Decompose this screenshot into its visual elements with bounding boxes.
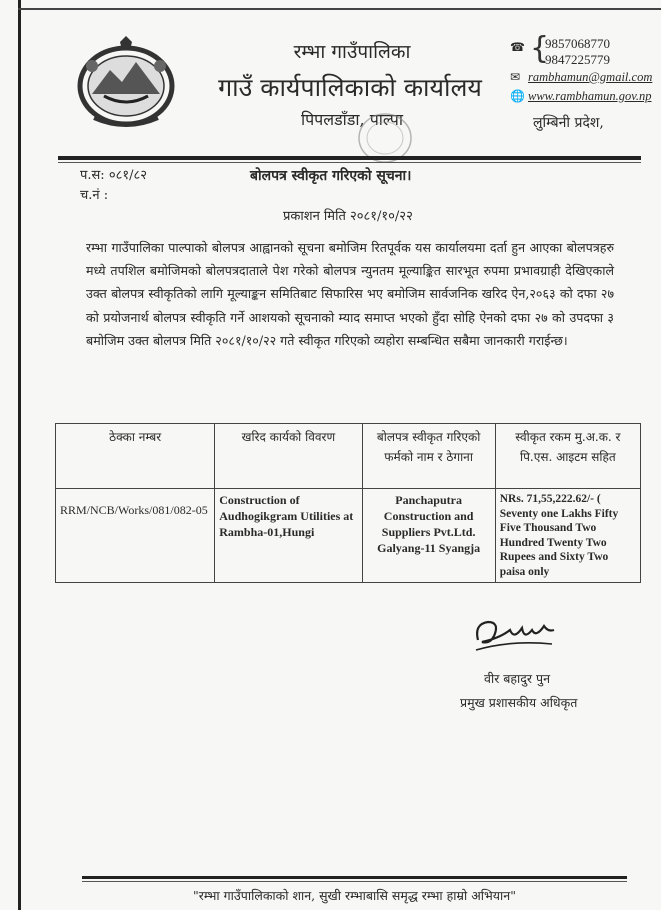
cell-firm: Panchaputra Construction and Suppliers Pvt.Ltd. Galyang-11 Syangja bbox=[362, 489, 495, 583]
municipality-name: रम्भा गाउँपालिका bbox=[293, 41, 411, 63]
email-address[interactable]: rambhamun@gmail.com bbox=[528, 70, 653, 84]
table-header-row bbox=[56, 424, 641, 489]
globe-icon: 🌐 bbox=[510, 89, 525, 103]
cell-description: Construction of Audhogikgram Utilities at Rambha-01,Hungi bbox=[215, 489, 362, 583]
website-link[interactable]: www.rambhamun.gov.np bbox=[528, 89, 652, 103]
scan-edge bbox=[18, 0, 21, 910]
cell-contract-no: RRM/NCB/Works/081/082-05 bbox=[56, 489, 215, 583]
cell-amount: NRs. 71,55,222.62/- ( Seventy one Lakhs Fifty Five Thousand Two Hundred Twenty Two Rupees and Sixty Two paisa only bbox=[495, 489, 640, 583]
header-contract-no: ठेक्का नम्बर bbox=[56, 424, 215, 489]
phone-brace: { bbox=[530, 31, 550, 66]
mail-icon: ✉ bbox=[510, 70, 521, 84]
office-name: गाउँ कार्यपालिकाको कार्यालय bbox=[218, 73, 482, 102]
table-row bbox=[56, 489, 641, 583]
top-border bbox=[18, 8, 661, 10]
header-rule bbox=[58, 156, 641, 160]
phone-number-1: 9857068770 bbox=[545, 36, 610, 51]
province-name: लुम्बिनी प्रदेश, bbox=[533, 115, 604, 131]
phone-number-2: 9847225779 bbox=[545, 52, 610, 67]
tender-table bbox=[55, 423, 641, 583]
publication-date: प्रकाशन मिति २०८१/१०/२२ bbox=[283, 209, 413, 224]
dispatch-number: च.नं : bbox=[80, 188, 109, 203]
footer-rule bbox=[82, 876, 627, 879]
office-location: पिपलडाँडा, पाल्पा bbox=[300, 110, 404, 129]
signatory-title: प्रमुख प्रशासकीय अधिकृत bbox=[460, 695, 578, 710]
header-amount: स्वीकृत रकम मु.अ.क. र पि.एस. आइटम सहित bbox=[495, 424, 640, 489]
footer-slogan: "रम्भा गाउँपालिकाको शान, सुखी रम्भाबासि समृद्ध रम्भा हाम्रो अभियान" bbox=[193, 888, 516, 903]
letter-number: प.स: ०८१/८२ bbox=[80, 168, 147, 183]
header-description: खरिद कार्यको विवरण bbox=[215, 424, 362, 489]
footer-rule-thin bbox=[82, 881, 627, 882]
notice-title: बोलपत्र स्वीकृत गरिएको सूचना। bbox=[250, 168, 412, 184]
nepal-emblem-icon bbox=[74, 36, 178, 128]
header-firm: बोलपत्र स्वीकृत गरिएको फर्मको नाम र ठेगाना bbox=[362, 424, 495, 489]
signatory-name: वीर बहादुर पुन bbox=[484, 671, 551, 686]
header-rule-thin bbox=[58, 162, 641, 163]
notice-body: रम्भा गाउँपालिका पाल्पाको बोलपत्र आह्वानको सूचना बमोजिम रितपूर्वक यस कार्यालयमा दर्ता हुन आएका बोलपत्रहरु मध्ये तपशिल बमोजिमको बोलपत्रदाताले पेश गरेको बोलपत्र न्युनतम मूल्याङ्कित सारभूत रुपमा प्रभावग्राही देखिएकाले उक्त बोलपत्र स्वीकृतिको लागि मूल्याङ्कन समितिबाट सिफारिस भए बमोजिम सार्वजनिक खरिद ऐन,२०६३ को दफा २७ को प्रयोजनार्थ बोलपत्र स्वीकृति गर्ने आशयको सूचनाको म्याद समाप्त भएको हुँदा सोहि ऐनको दफा २७ को उपदफा ३ बमोजिम उक्त बोलपत्र मिति २०८१/१०/२२ गते स्वीकृत गरिएको व्यहोरा सम्बन्धित सबैमा जानकारी गराईन्छ। bbox=[86, 240, 614, 348]
phone-icon: ☎ bbox=[510, 40, 525, 54]
signature-icon bbox=[470, 610, 560, 660]
